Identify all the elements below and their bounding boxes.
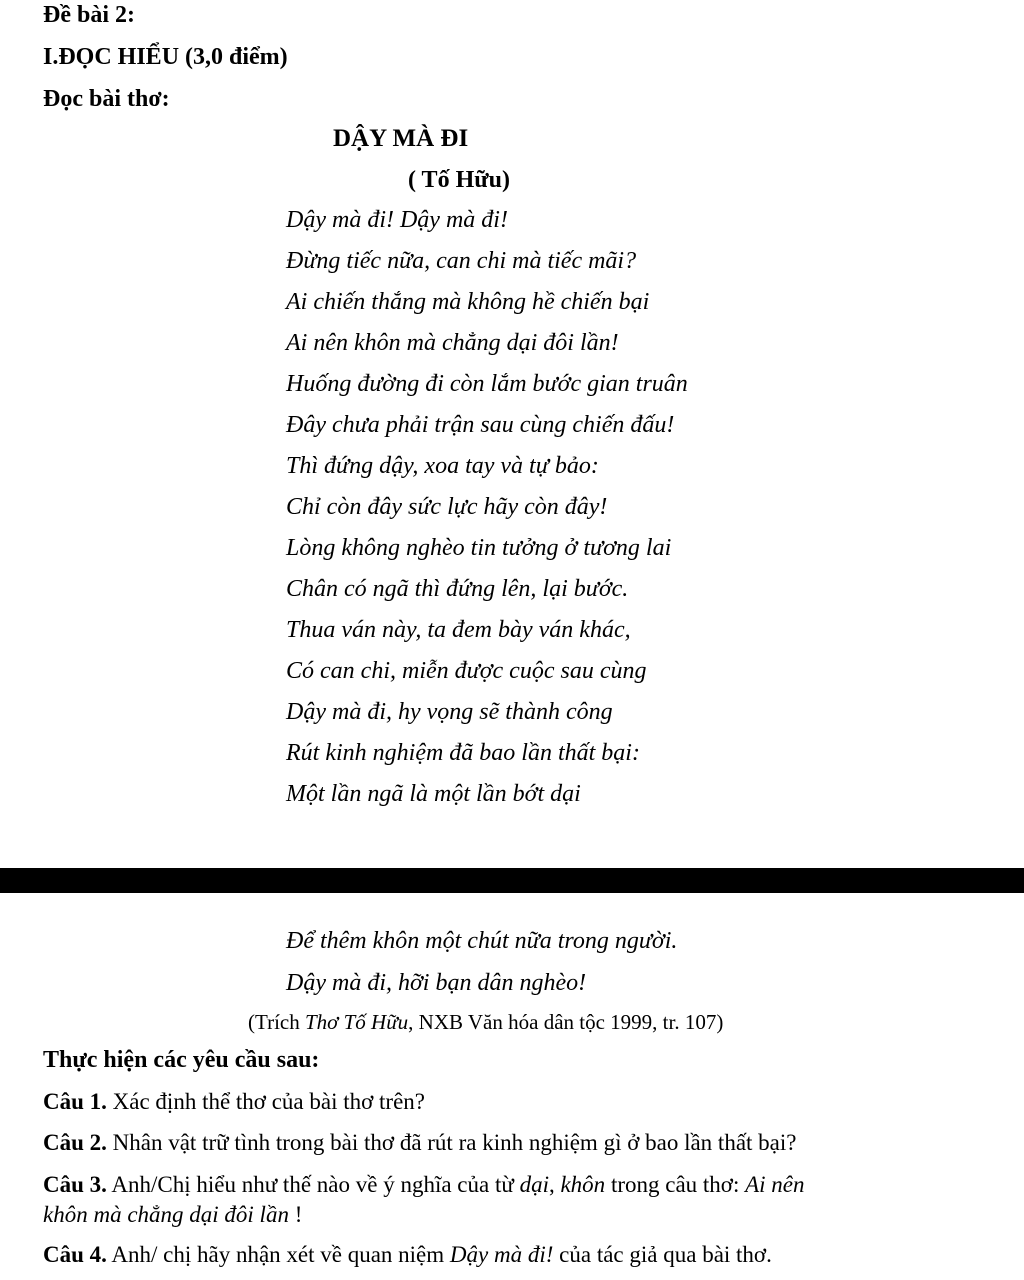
poem-title: DẬY MÀ ĐI bbox=[333, 125, 469, 152]
read-instruction: Đọc bài thơ: bbox=[43, 86, 170, 112]
question-label: Câu 2. bbox=[43, 1130, 107, 1155]
poem-line: Chân có ngã thì đứng lên, lại bước. bbox=[286, 576, 629, 602]
question-3-continued bbox=[43, 1200, 302, 1230]
poem-line: Có can chi, miễn được cuộc sau cùng bbox=[286, 658, 647, 684]
poem-line: Thì đứng dậy, xoa tay và tự bảo: bbox=[286, 453, 599, 479]
exam-title: Đề bài 2: bbox=[43, 2, 135, 28]
question-text: , bbox=[548, 1172, 561, 1197]
question-label: Câu 3. bbox=[43, 1172, 107, 1197]
question-quote: Ai nên bbox=[745, 1172, 805, 1197]
poem-line: Một lần ngã là một lần bớt dại bbox=[286, 781, 581, 807]
question-2 bbox=[43, 1128, 796, 1158]
source-book-title: Thơ Tố Hữu bbox=[304, 1010, 409, 1034]
poem-source bbox=[248, 1007, 723, 1037]
poem-line: Chỉ còn đây sức lực hãy còn đây! bbox=[286, 494, 608, 520]
question-phrase: Dậy mà đi! bbox=[449, 1242, 554, 1267]
poem-line: Ai nên khôn mà chẳng dại đôi lần! bbox=[286, 330, 619, 356]
poem-line: Rút kinh nghiệm đã bao lần thất bại: bbox=[286, 740, 640, 766]
question-text: Anh/Chị hiểu như thế nào về ý nghĩa của từ bbox=[106, 1172, 520, 1197]
poem-line: Huống đường đi còn lắm bước gian truân bbox=[286, 371, 688, 397]
question-text: trong câu thơ: bbox=[605, 1172, 746, 1197]
poem-line: Ai chiến thắng mà không hề chiến bại bbox=[286, 289, 650, 315]
question-keyword: dại bbox=[519, 1172, 549, 1197]
source-prefix: (Trích bbox=[248, 1010, 305, 1034]
question-text: Xác định thể thơ của bài thơ trên? bbox=[106, 1089, 426, 1114]
poem-line: Thua ván này, ta đem bày ván khác, bbox=[286, 617, 631, 643]
poem-line: Lòng không nghèo tin tưởng ở tương lai bbox=[286, 535, 672, 561]
question-text: ! bbox=[288, 1202, 303, 1227]
poem-line: Đây chưa phải trận sau cùng chiến đấu! bbox=[286, 412, 675, 438]
question-keyword: khôn bbox=[560, 1172, 606, 1197]
question-1 bbox=[43, 1087, 425, 1117]
question-label: Câu 1. bbox=[43, 1089, 107, 1114]
question-text: Anh/ chị hãy nhận xét về quan niệm bbox=[106, 1242, 450, 1267]
question-quote: khôn mà chẳng dại đôi lần bbox=[43, 1202, 289, 1227]
poem-line: Dậy mà đi, hỡi bạn dân nghèo! bbox=[286, 970, 587, 996]
page-break-bar bbox=[0, 868, 1024, 893]
poem-author: ( Tố Hữu) bbox=[408, 167, 510, 193]
question-text: của tác giả qua bài thơ. bbox=[553, 1242, 772, 1267]
poem-line: Dậy mà đi, hy vọng sẽ thành công bbox=[286, 699, 613, 725]
section-title: I.ĐỌC HIỂU (3,0 điểm) bbox=[43, 44, 288, 70]
poem-line: Dậy mà đi! Dậy mà đi! bbox=[286, 207, 508, 233]
source-suffix: , NXB Văn hóa dân tộc 1999, tr. 107) bbox=[408, 1010, 724, 1034]
question-text: Nhân vật trữ tình trong bài thơ đã rút ra kinh nghiệm gì ở bao lần thất bại? bbox=[106, 1130, 797, 1155]
question-3 bbox=[43, 1170, 805, 1200]
poem-line: Đừng tiếc nữa, can chi mà tiếc mãi? bbox=[286, 248, 637, 274]
question-4 bbox=[43, 1240, 772, 1270]
question-label: Câu 4. bbox=[43, 1242, 107, 1267]
tasks-heading: Thực hiện các yêu cầu sau: bbox=[43, 1047, 320, 1073]
poem-line: Để thêm khôn một chút nữa trong người. bbox=[286, 928, 678, 954]
document-page-bottom bbox=[0, 893, 1024, 1280]
